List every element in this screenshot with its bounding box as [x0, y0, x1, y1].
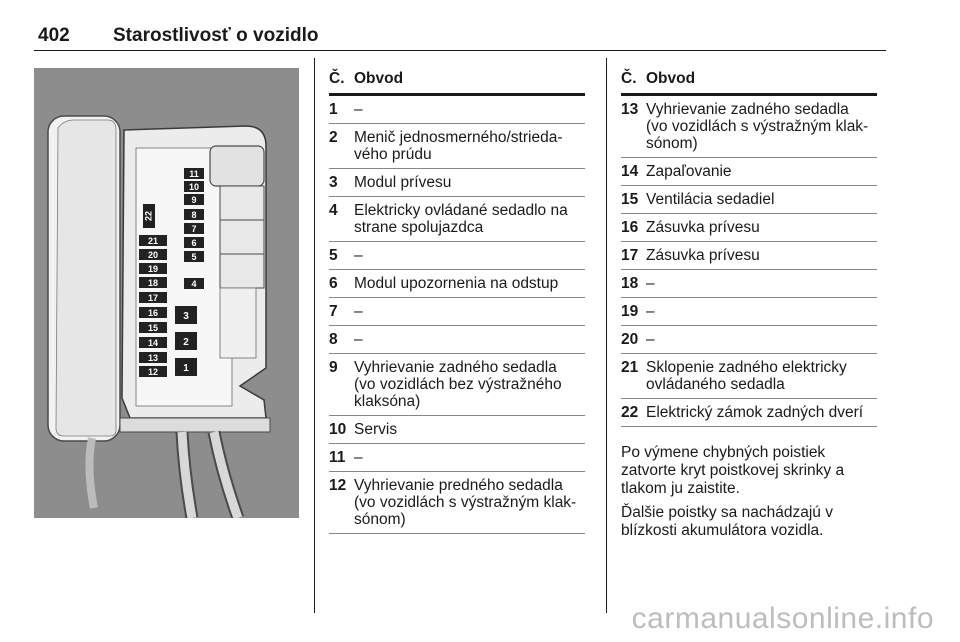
table-row [621, 158, 877, 186]
fuse-label [184, 209, 204, 220]
svg-text:10: 10 [188, 182, 200, 192]
column-divider [314, 58, 315, 613]
circuit-description: – [646, 303, 655, 320]
page-number: 402 [38, 25, 70, 46]
fuse-label [184, 168, 204, 179]
fuse-label [139, 337, 167, 348]
table-row [329, 326, 585, 354]
fuse-label [139, 292, 167, 303]
table-row [329, 242, 585, 270]
table-header [621, 70, 877, 96]
fuse-label [175, 358, 197, 376]
fuse-table-right [621, 70, 877, 427]
table-row [621, 270, 877, 298]
column-header-circuit: Obvod [646, 70, 696, 87]
svg-text:15: 15 [147, 323, 159, 333]
note-paragraph: Ďalšie poistky sa nachádzajú v blízkosti akumulátora vozidla. [621, 504, 833, 539]
svg-text:17: 17 [147, 293, 159, 303]
fuse-number: 22 [621, 404, 639, 421]
circuit-description: – [354, 331, 363, 348]
column-header-circuit: Obvod [354, 70, 404, 87]
table-row [621, 186, 877, 214]
fuse-label [184, 223, 204, 234]
header-rule [34, 50, 886, 51]
fuse-table-left [329, 70, 585, 534]
table-row [621, 298, 877, 326]
table-row [329, 298, 585, 326]
svg-text:13: 13 [147, 353, 159, 363]
svg-text:5: 5 [191, 252, 197, 262]
fuse-number: 2 [329, 129, 338, 146]
fuse-number: 9 [329, 359, 338, 376]
svg-text:7: 7 [191, 224, 197, 234]
column-header-number: Č. [621, 70, 637, 87]
svg-text:11: 11 [189, 169, 199, 179]
table-row [621, 399, 877, 427]
table-row [329, 169, 585, 197]
svg-text:22: 22 [143, 210, 154, 222]
svg-text:4: 4 [191, 279, 197, 289]
circuit-description: Zásuvka prívesu [646, 247, 760, 264]
table-header [329, 70, 585, 96]
fuse-number: 19 [621, 303, 639, 320]
svg-text:18: 18 [147, 278, 159, 288]
svg-text:2: 2 [183, 337, 189, 348]
svg-text:8: 8 [191, 210, 197, 220]
fuse-number: 12 [329, 477, 347, 494]
fuse-number: 11 [329, 449, 346, 466]
circuit-description: – [354, 303, 363, 320]
table-row [621, 242, 877, 270]
note-paragraph: Po výmene chybných poistiek zatvorte kryt poistkovej skrinky a tlakom ju zaistite. [621, 444, 845, 497]
svg-text:1: 1 [183, 363, 189, 374]
fuse-label [184, 237, 204, 248]
circuit-description: – [646, 275, 655, 292]
svg-text:14: 14 [147, 338, 159, 348]
svg-text:6: 6 [191, 238, 197, 248]
fuse-label [139, 277, 167, 288]
fuse-number: 10 [329, 421, 347, 438]
table-row [621, 354, 877, 399]
circuit-description: Ventilácia sedadiel [646, 191, 775, 208]
circuit-description: – [646, 331, 655, 348]
fuse-number: 21 [621, 359, 639, 376]
fuse-box-figure [34, 68, 299, 518]
table-row [621, 326, 877, 354]
fuse-label [184, 181, 204, 192]
fuse-number: 8 [329, 331, 338, 348]
fuse-label [143, 204, 155, 228]
circuit-description: Servis [354, 421, 398, 438]
table-row [329, 472, 585, 534]
fuse-label [184, 194, 204, 205]
svg-text:3: 3 [183, 311, 189, 322]
svg-text:20: 20 [147, 250, 159, 260]
fuse-label [184, 278, 204, 289]
svg-text:19: 19 [147, 264, 159, 274]
fuse-number: 3 [329, 174, 338, 191]
svg-text:9: 9 [191, 195, 197, 205]
table-row [329, 444, 585, 472]
fuse-label [139, 352, 167, 363]
table-row [329, 124, 585, 169]
table-row [621, 214, 877, 242]
fuse-number: 4 [329, 202, 338, 219]
fuse-box-illustration [34, 68, 299, 518]
fuse-number: 5 [329, 247, 338, 264]
fuse-number: 7 [329, 303, 338, 320]
fuse-number: 17 [621, 247, 639, 264]
circuit-description: Vyhrievanie predného sedadla (vo vozidlách s výstražným klak- sónom) [354, 477, 577, 528]
table-row [329, 270, 585, 298]
table-row [329, 197, 585, 242]
column-header-number: Č. [329, 70, 345, 87]
page-header-title: Starostlivosť o vozidlo [113, 25, 319, 46]
fuse-label [184, 251, 204, 262]
fuse-number: 16 [621, 219, 639, 236]
fuse-number: 18 [621, 275, 639, 292]
fuse-number: 14 [621, 163, 639, 180]
fuse-number: 20 [621, 331, 639, 348]
table-row [621, 96, 877, 158]
watermark: carmanualsonline.info [631, 602, 934, 635]
fuse-number: 6 [329, 275, 338, 292]
svg-text:16: 16 [147, 308, 159, 318]
circuit-description: Vyhrievanie zadného sedadla (vo vozidlách s výstražným klak- sónom) [646, 101, 869, 152]
fuse-label [139, 263, 167, 274]
fuse-label [175, 306, 197, 324]
fuse-label [139, 322, 167, 333]
circuit-description: – [354, 101, 363, 118]
circuit-description: Elektrický zámok zadných dverí [646, 404, 864, 421]
table-row [329, 354, 585, 416]
fuse-number: 1 [329, 101, 338, 118]
circuit-description: – [354, 449, 363, 466]
svg-text:12: 12 [147, 367, 159, 377]
notes [621, 444, 883, 546]
circuit-description: Zásuvka prívesu [646, 219, 760, 236]
column-divider [606, 58, 607, 613]
fuse-label [139, 366, 167, 377]
fuse-label [175, 332, 197, 350]
circuit-description: Sklopenie zadného elektricky ovládaného sedadla [646, 359, 847, 393]
circuit-description: Modul prívesu [354, 174, 452, 191]
fuse-number: 13 [621, 101, 639, 118]
circuit-description: – [354, 247, 363, 264]
circuit-description: Modul upozornenia na odstup [354, 275, 559, 292]
table-row [329, 96, 585, 124]
fuse-label [139, 235, 167, 246]
fuse-label [139, 307, 167, 318]
circuit-description: Zapaľovanie [646, 163, 732, 180]
svg-text:21: 21 [147, 236, 159, 246]
fuse-number: 15 [621, 191, 639, 208]
fuse-label [139, 249, 167, 260]
table-row [329, 416, 585, 444]
circuit-description: Elektricky ovládané sedadlo na strane spolujazdca [354, 202, 568, 236]
circuit-description: Vyhrievanie zadného sedadla (vo vozidlách bez výstražného klaksóna) [354, 359, 562, 410]
circuit-description: Menič jednosmerného/strieda- vého prúdu [354, 129, 563, 163]
